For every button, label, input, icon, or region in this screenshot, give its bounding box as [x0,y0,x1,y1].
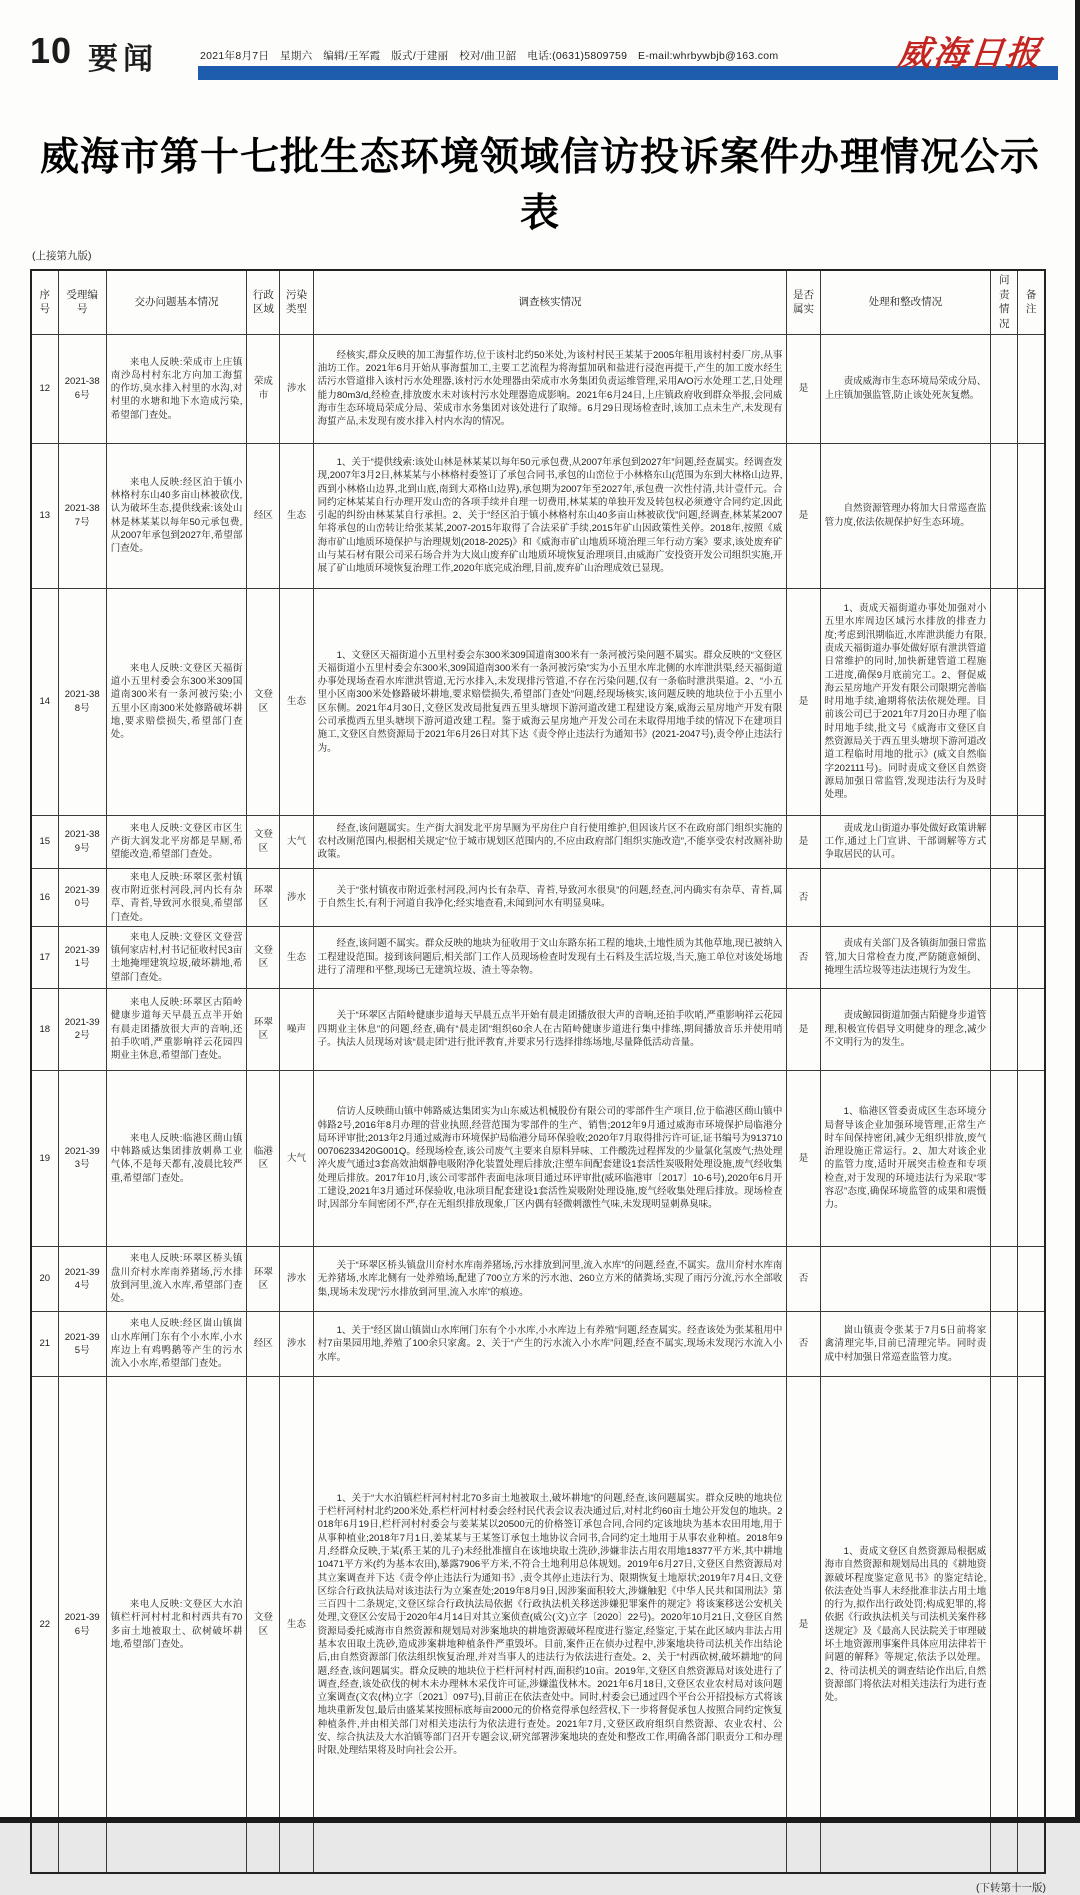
cell-action: 1、责成天福街道办事处加强对小五里水库周边区域污水排放的排查力度;考虑到汛期临近,水库泄洪能力有限,责成天福街道办事处做好原有泄洪管道日常维护的同时,加快新建管道工程施工进度,确保9月底前完工。2、督促威海云星房地产开发有限公司限期完善临时用地手续,逾期将依法依规处理。目前该公司已于2021年7月20日办理了临时用地手续,批文号《威海市文登区自然资源局关于西五里头塘坝下游河道改道工程临时用地的批示》(威文自然临字202111号)。同时责成文登区自然资源局加强日常监管,发现违法行为及时处理。 [820,588,991,815]
case-row [31,1376,1045,1873]
cell-region: 荣成市 [247,334,280,443]
cell-pollution-type: 生态 [280,926,313,988]
cell-action: 责成有关部门及各镇街加强日常监管,加大日常检查力度,严防随意倾倒、掩埋生活垃圾等违法违规行为发生。 [820,926,991,988]
scan-edge-bottom [0,1817,1080,1823]
cell-remark [1018,1376,1045,1873]
cell-verified: 否 [787,926,820,988]
cell-verified: 否 [787,868,820,926]
cell-pollution-type: 涉水 [280,334,313,443]
cell-investigation: 1、关于“提供线索:该处山林是林某某以每年50元承包费,从2007年承包到2027年”问题,经查属实。经调查发现,2007年3月2日,林某某与小林格村委签订了承包合同书,承包的山峦位于小林格东山(范围为东到大林格山边界,西到小林格山边界,北到山底,南到大邓格山边界),承包期为2007年至2027年,承包费一次性付清,共计壹仟元。合同约定林某某自行办理开发山峦的各项手续并自理一切费用,林某某的单独开发及转包权必须遵守合同约定,因此引起的纠纷由林某某自行承担。2、关于“经区泊于镇小林格村东山40多亩山林被砍伐”问题,经调查,林某某2007年将承包的山峦转让给张某某,2007-2015年取得了合法采矿手续,2015年矿山因政策性关停。2018年,按照《威海市矿山地质环境保护与治理规划(2018-2025)》和《威海市矿山地质环境治理三年行动方案》要求,该处废弃矿山与某石材有限公司采石场合并为大岚山废弃矿山地质环境恢复治理项目,由威海广安投资开发公司组织实施,开展了矿山地质环境恢复治理工作,2020年底完成治理,目前,废弃矿山治理成效已显现。 [313,443,787,588]
cell-case-id: 2021-390号 [58,868,106,926]
cell-verified: 是 [787,588,820,815]
cell-investigation: 关于“环翠区桥头镇盘川夼村水库南养猪场,污水排放到河里,流入水库”的问题,经查,不属实。盘川夼村水库南无养猪场,水库北侧有一处养殖场,配建了700立方米的污水池、260立方米的储粪场,实现了雨污分流,污水全部收集,现场未发现“污水排放到河里,流入水库”的痕迹。 [313,1246,787,1311]
cell-accountability [991,926,1018,988]
cell-index: 12 [31,334,58,443]
cell-case-id: 2021-396号 [58,1376,106,1873]
cell-remark [1018,815,1045,868]
cell-action: 责成龙山街道办事处做好政策讲解工作,通过上门宣讲、干部调解等方式争取居民的认可。 [820,815,991,868]
cell-index: 14 [31,588,58,815]
col-header-action: 处理和整改情况 [820,270,991,334]
case-row [31,926,1045,988]
page-header [0,0,1080,92]
cell-problem: 来电人反映:文登区文登营镇何家店村,村书记征收村民3亩土地掩埋建筑垃圾,破坏耕地,希望部门查处。 [106,926,247,988]
cell-case-id: 2021-393号 [58,1070,106,1246]
cell-pollution-type: 涉水 [280,1246,313,1311]
cell-investigation: 关于“张村镇夜市附近张村河段,河内长有杂草、青苔,导致河水很臭”的问题,经查,河内确实有杂草、青苔,属于自然生长,有利于河道自我净化;经实地查看,未闻到河水有明显臭味。 [313,868,787,926]
col-header-problem: 交办问题基本情况 [106,270,247,334]
cell-problem: 来电人反映:环翠区张村镇夜市附近张村河段,河内长有杂草、青苔,导致河水很臭,希望部门查处。 [106,868,247,926]
cell-action: 自然资源管理办将加大日常巡查监管力度,依法依规保护好生态环境。 [820,443,991,588]
col-header-region: 行政区域 [247,270,280,334]
cell-investigation: 1、文登区天福街道小五里村委会东300米309国道南300米有一条河被污染问题不属实。群众反映的“文登区天福街道小五里村委会东300米,309国道南300米有一条河被污染”实为小五里水库北侧的水库泄洪渠,经天福街道办事处现场查看水库泄洪管道,无污水排入,未发现排污管道,不存在污染问题,仅有一条临时泄洪渠道。2、“小五里小区南300米处修路破坏耕地,要求赔偿损失,希望部门查处”问题,经现场核实,该问题反映的地块位于小五里小区东侧。2021年4月30日,文登区发改局批复西五里头塘坝下游河道改建工程建设方案,威海云星房地产开发有限公司承揽西五里头塘坝下游河道改建工程。鉴于威海云星房地产开发公司在未取得用地手续的情况下在建项目施工,文登区自然资源局于2021年6月26日对其下达《责令停止违法行为通知书》(2021-2047号),责令停止违法行为。 [313,588,787,815]
cell-region: 环翠区 [247,868,280,926]
cell-accountability [991,588,1018,815]
cell-region: 文登区 [247,588,280,815]
cell-region: 环翠区 [247,1246,280,1311]
cell-remark [1018,588,1045,815]
table-header-row [31,270,1045,334]
cell-action: 1、临港区管委责成区生态环境分局督导该企业加强环境管理,正常生产时车间保持密闭,减少无组织排放,废气治理设施正常运行。2、加大对该企业的监管力度,适时开展突击检查和专项检查,对于发现的环境违法行为采取“零容忍”态度,确保环境监管的成果和震慑力。 [820,1070,991,1246]
cell-pollution-type: 大气 [280,815,313,868]
col-header-accountability: 问责情况 [991,270,1018,334]
cell-case-id: 2021-392号 [58,988,106,1070]
case-row [31,1246,1045,1311]
cell-index: 16 [31,868,58,926]
cell-index: 21 [31,1311,58,1376]
cell-index: 20 [31,1246,58,1311]
cell-accountability [991,1246,1018,1311]
case-row [31,443,1045,588]
case-row [31,988,1045,1070]
cell-action: 1、责成文登区自然资源局根据威海市自然资源和规划局出具的《耕地资源破坏程度鉴定意见书》的鉴定结论,依法查处当事人未经批准非法占用土地的行为,拟作出行政处罚;构成犯罪的,将依据《行政执法机关与司法机关案件移送规定》及《最高人民法院关于审理破坏土地资源刑事案件具体应用法律若干问题的解释》等规定,依法予以处理。2、待司法机关的调查结论作出后,自然资源部门将依法对相关违法行为进行查处。 [820,1376,991,1873]
page-number: 10 [30,30,73,71]
cell-accountability [991,1311,1018,1376]
cell-accountability [991,334,1018,443]
cell-index: 22 [31,1376,58,1873]
cell-index: 19 [31,1070,58,1246]
cell-case-id: 2021-386号 [58,334,106,443]
cell-verified: 是 [787,1070,820,1246]
page-title: 威海市第十七批生态环境领域信访投诉案件办理情况公示表 [39,136,1040,235]
cell-index: 15 [31,815,58,868]
cell-remark [1018,868,1045,926]
cell-investigation: 经核实,群众反映的加工海蜇作坊,位于该村北约50米处,为该村村民王某某于2005年租用该村村委厂房,从事油坊工作。2021年6月开始从事海蜇加工,主要工艺流程为将海蜇加矾和盐进行浸泡再提干,产生的加工废水经生活污水管道排入该村污水处理器,该村污水处理器由荣成市水务集团负责运维管理,采用A/O污水处理工艺,日处理能力80m3/d,经检查,排放废水未对该村污水处理器造成影响。2021年6月24日,上庄镇政府收到群众举报,会同威海市生态环境局荣成分局、荣成市水务集团对该处进行了取缔。6月29日现场检查时,该加工点未生产,未发现有海蜇产品,未发现有废水排入村内水沟的情况。 [313,334,787,443]
cell-verified: 是 [787,1376,820,1873]
masthead-logo: 威海日报 [895,36,1044,73]
cell-case-id: 2021-389号 [58,815,106,868]
cell-case-id: 2021-388号 [58,588,106,815]
case-row [31,868,1045,926]
cell-investigation: 关于“环翠区古陌岭健康步道每天早晨五点半开始有晨走团播放很大声的音响,还拍手吹哨,严重影响祥云花园四期业主休息”的问题,经查,确有“晨走团”组织60余人在古陌岭健康步道进行集中排练,期间播放音乐并使用哨子。执法人员现场对该“晨走团”进行批评教育,并要求另行选择排练场地,尽量降低活动音量。 [313,988,787,1070]
cell-remark [1018,334,1045,443]
cell-pollution-type: 涉水 [280,868,313,926]
cell-region: 文登区 [247,926,280,988]
cell-accountability [991,1376,1018,1873]
cell-pollution-type: 涉水 [280,1311,313,1376]
cell-investigation: 经查,该问题不属实。群众反映的地块为征收用于文山东路东拓工程的地块,土地性质为其他草地,现已被纳入工程建设范围。接到该问题后,相关部门工作人员现场检查时发现有土石料及生活垃圾,当天,施工单位对该处场地进行了清理和平整,现场已无建筑垃圾、渣土等杂物。 [313,926,787,988]
cell-problem: 来电人反映:环翠区古陌岭健康步道每天早晨五点半开始有晨走团播放很大声的音响,还拍手吹哨,严重影响祥云花园四期业主休息,希望部门查处。 [106,988,247,1070]
cell-region: 经区 [247,443,280,588]
col-header-verified: 是否属实 [787,270,820,334]
case-row [31,1070,1045,1246]
cell-investigation: 信访人反映蔄山镇中韩路威达集团实为山东威达机械股份有限公司的零部件生产项目,位于临港区蔄山镇中韩路2号,2016年8月办理的营业执照,经营范围为零部件的生产、销售;2012年9月通过威海市环境保护局临港分局环评审批;2013年2月通过威海市环境保护局临港分局环保验收;2020年7月取得排污许可证,证书编号为91371000706233420G001Q。经现场检查,该公司废气主要来自原料异味、工件酸洗过程挥发的少量氯化氢废气;热处理淬火废气通过3套高效油烟静电吸附净化装置处理后排放;注塑车间配套建设1套活性炭吸附处理设施,废气经收集处理后排放。2017年10月,该公司零部件表面电泳项目通过环评审批(威环临港审〔2017〕10-6号),2020年6月开工建设,2021年3月通过环保验收,电泳项目配套建设1套活性炭吸附处理设施,废气经收集处理后排放。现场检查时,因部分车间密闭不严,存在无组织排放现象,厂区内偶有轻微刺激性气味,未发现明显刺鼻臭味。 [313,1070,787,1246]
cell-investigation: 1、关于“大水泊镇栏杆河村村北70多亩土地被取土,破坏耕地”的问题,经查,该问题属实。群众反映的地块位于栏杆河村村北约200米处,系栏杆河村村委会经村民代表会议表决通过后,对村北约60亩土地公开发包的地块。2018年6月19日,栏杆河村村委会与姜某某以20500元的价格签订承包合同,合同约定该地块为基本农田用地,用于从事种植业;2018年7月1日,姜某某与王某签订承包土地协议合同书,合同约定土地用于从事农业种植。2018年9月,经群众反映,于某(系王某的儿子)未经批准擅自在该地块取土洗砂,涉嫌非法占用农用地18377平方米,其中耕地10471平方米(约为基本农田),暴露7906平方米,不符合土地利用总体规划。2019年6月27日,文登区自然资源局对其立案调查并下达《责令停止违法行为通知书》,责令其停止违法行为、限期恢复土地原状;2019年7月4日,文登区综合行政执法局对该违法行为立案查处;2019年8月9日,因涉案面积较大,涉嫌触犯《中华人民共和国刑法》第三百四十二条规定,文登区综合行政执法局依据《行政执法机关移送涉嫌犯罪案件的规定》将该案移送公安机关处理,文登区公安局于2020年4月14日对其立案侦查(威公(文)立字〔2020〕22号)。2020年10月21日,文登区自然资源局委托威海市自然资源和规划局对涉案地块的耕地资源破坏程度进行鉴定,经鉴定,于某在此区域内非法占用基本农田取土洗砂,造成涉案耕地种植条件严重毁坏。目前,案件正在侦办过程中,涉案地块待司法机关作出结论后,由自然资源部门依法组织恢复治理,并对当事人的违法行为依法进行查处。2、关于“村西砍树,破坏耕地”的问题,经查,该问题属实。群众反映的地块位于栏杆河村村西,面积约10亩。2019年,文登区自然资源局对该处进行了调查,经查,该处砍伐的树木未办理林木采伐许可证,涉嫌滥伐林木。2021年6月18日,文登区农业农村局对该问题立案调查(文农(林)立字〔2021〕097号),目前正在依法查处中。同时,村委会已通过四个平台公开招投标方式将该地块重新发包,最后由盛某某按照标底每亩2000元的价格竞得承包经营权,下一步将督促承包人按照合同约定恢复种植条件,并由相关部门对相关违法行为依法进行查处。2021年7月,文登区政府组织自然资源、农业农村、公安、综合执法及大水泊镇等部门召开专题会议,研究部署涉案地块的查处和整改工作,明确各部门职责分工和办理时限,处理结果将及时向社会公开。 [313,1376,787,1873]
section-name: 要闻 [88,43,158,76]
cell-case-id: 2021-391号 [58,926,106,988]
cell-problem: 来电人反映:环翠区桥头镇盘川夼村水库南养猪场,污水排放到河里,流入水库,希望部门查处。 [106,1246,247,1311]
case-row [31,588,1045,815]
cell-region: 文登区 [247,1376,280,1873]
cell-region: 经区 [247,1311,280,1376]
cell-remark [1018,1311,1045,1376]
col-header-case-id: 受理编号 [58,270,106,334]
cell-region: 环翠区 [247,988,280,1070]
cell-pollution-type: 噪声 [280,988,313,1070]
cell-index: 18 [31,988,58,1070]
cell-problem: 来电人反映:文登区大水泊镇栏杆河村村北和村西共有70多亩土地被取土、砍树破坏耕地,希望部门查处。 [106,1376,247,1873]
cell-remark [1018,1070,1045,1246]
cell-action: 责成威海市生态环境局荣成分局、上庄镇加强监管,防止该处死灰复燃。 [820,334,991,443]
cell-case-id: 2021-395号 [58,1311,106,1376]
cell-accountability [991,443,1018,588]
cell-region: 文登区 [247,815,280,868]
cell-accountability [991,815,1018,868]
cell-verified: 否 [787,1311,820,1376]
cell-problem: 来电人反映:荣成市上庄镇南沙岛村村东北方向加工海蜇的作坊,臭水排入村里的水沟,对村里的水塘和地下水造成污染,希望部门查处。 [106,334,247,443]
col-header-index: 序号 [31,270,58,334]
dateline: 2021年8月7日 星期六 编辑/王军霞 版式/于建丽 校对/曲卫韶 电话:(0631)5809759 E-mail:whrbywbjb@163.com [200,50,779,62]
cell-region: 临港区 [247,1070,280,1246]
case-row [31,1311,1045,1376]
cell-remark [1018,988,1045,1070]
cell-problem: 来电人反映:经区泊于镇小林格村东山40多亩山林被砍伐,认为破坏生态,提供线索:该处山林是林某某以每年50元承包费,从2007年承包到2027年,希望部门查处。 [106,443,247,588]
cell-verified: 是 [787,334,820,443]
cell-verified: 是 [787,815,820,868]
cell-case-id: 2021-394号 [58,1246,106,1311]
cell-verified: 是 [787,443,820,588]
cell-action: 崮山镇责令张某于7月5日前将家禽清理完毕,目前已清理完毕。同时责成中村加强日常巡查监管力度。 [820,1311,991,1376]
col-header-remark: 备注 [1018,270,1045,334]
cell-problem: 来电人反映:经区崮山镇崮山水库闸门东有个小水库,小水库边上有鸡鸭鹅等产生的污水流入小水库,希望部门查处。 [106,1311,247,1376]
cell-action [820,868,991,926]
cell-index: 17 [31,926,58,988]
cell-case-id: 2021-387号 [58,443,106,588]
cases-table [30,269,1046,1874]
cell-action [820,1246,991,1311]
case-row [31,334,1045,443]
cell-verified: 否 [787,1246,820,1311]
cell-problem: 来电人反映:文登区天福街道小五里村委会东300米309国道南300米有一条河被污染;小五里小区南300米处修路破坏耕地,要求赔偿损失,希望部门查处。 [106,588,247,815]
cell-remark [1018,926,1045,988]
scan-edge-right [1075,0,1080,1823]
col-header-investigation: 调查核实情况 [313,270,787,334]
cell-problem: 来电人反映:临港区蔄山镇中韩路威达集团排放刺鼻工业气体,不是每天都有,凌晨比较严重,希望部门查处。 [106,1070,247,1246]
cell-pollution-type: 生态 [280,1376,313,1873]
continuation-note-top: (上接第九版) [32,250,92,262]
col-header-pollution-type: 污染类型 [280,270,313,334]
cell-investigation: 1、关于“经区崮山镇崮山水库闸门东有个小水库,小水库边上有养殖”问题,经查属实。经查该处为张某租用中村7亩果园用地,养殖了100余只家禽。2、关于“产生的污水流入小水库”问题,经查不属实,现场未发现污水流入小水库。 [313,1311,787,1376]
cell-remark [1018,443,1045,588]
cell-accountability [991,1070,1018,1246]
cell-pollution-type: 大气 [280,1070,313,1246]
cell-problem: 来电人反映:文登区市区生产街大润发北平房都是旱厕,希望能改造,希望部门查处。 [106,815,247,868]
cell-accountability [991,988,1018,1070]
cell-investigation: 经查,该问题属实。生产街大润发北平房旱厕为平房住户自行使用维护,但因该片区不在政府部门组织实施的农村改厕范围内,根据相关规定“位于城市规划区范围内的,不应由政府部门组织实施改造”,不能享受农村改厕补助政策。 [313,815,787,868]
case-row [31,815,1045,868]
cell-remark [1018,1246,1045,1311]
cell-index: 13 [31,443,58,588]
cell-pollution-type: 生态 [280,588,313,815]
cell-pollution-type: 生态 [280,443,313,588]
cell-action: 责成鲸园街道加强古陌健身步道管理,积极宣传倡导文明健身的理念,减少不文明行为的发生。 [820,988,991,1070]
continuation-note-bottom: (下转第十一版) [976,1882,1046,1895]
cell-verified: 是 [787,988,820,1070]
cell-accountability [991,868,1018,926]
